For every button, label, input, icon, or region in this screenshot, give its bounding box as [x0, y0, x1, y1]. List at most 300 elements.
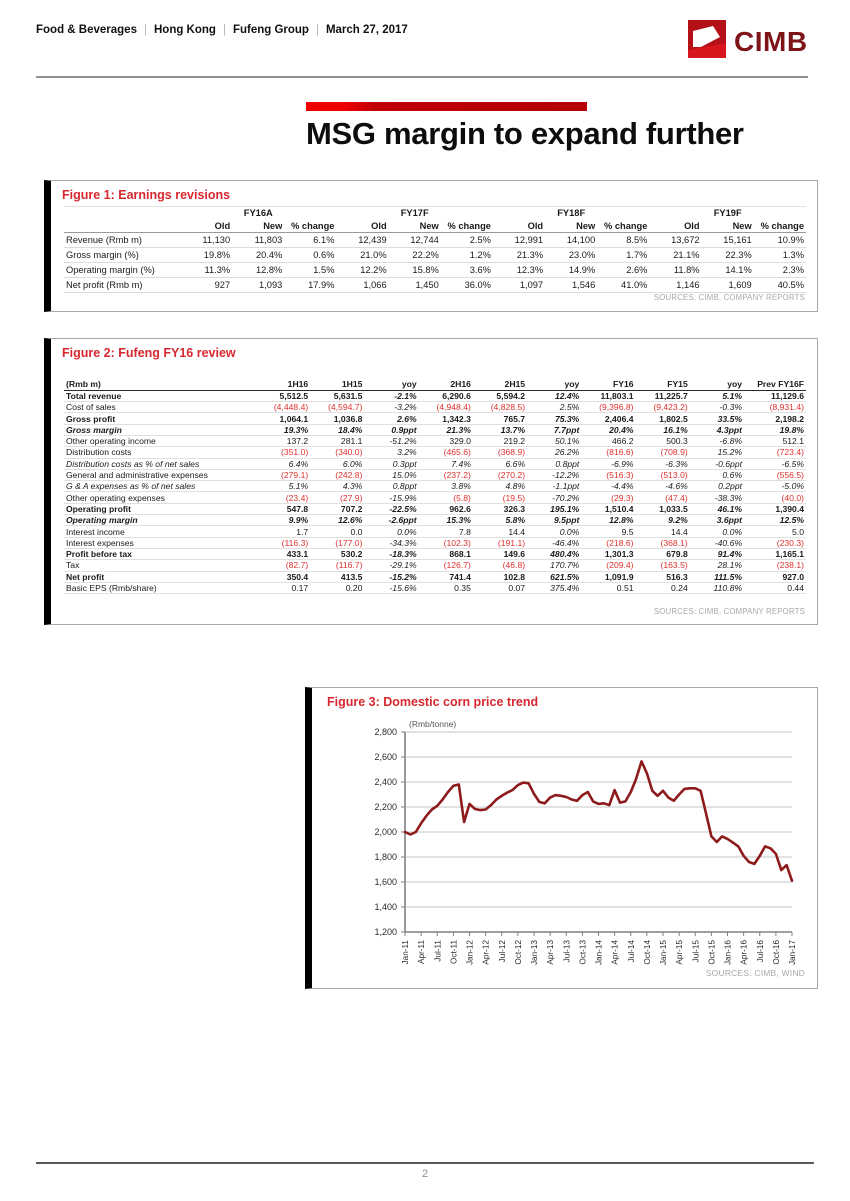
fig1-group-header: FY19F	[649, 207, 806, 220]
fig2-cell: 927.0	[744, 571, 806, 582]
fig2-cell: 0.0%	[364, 526, 418, 537]
fig2-cell: 11,129.6	[744, 390, 806, 401]
fig2-cell: (163.5)	[636, 560, 690, 571]
fig2-cell: 0.24	[636, 582, 690, 593]
fig1-row-label: Operating margin (%)	[64, 263, 180, 278]
fig2-cell: 1,390.4	[744, 503, 806, 514]
fig2-row-label: Operating margin	[64, 515, 256, 526]
fig2-cell: (368.9)	[473, 447, 527, 458]
fig2-cell: 6,290.6	[419, 390, 473, 401]
figure3-caption: Figure 3: Domestic corn price trend	[327, 695, 539, 709]
chart-y-tick-label: 2,400	[374, 777, 397, 787]
fig2-cell: 149.6	[473, 548, 527, 559]
fig2-cell: 1,342.3	[419, 413, 473, 424]
fig1-cell: 21.3%	[493, 248, 545, 263]
chart-x-tick-label: Jan-13	[530, 940, 539, 966]
fig2-cell: 0.20	[310, 582, 364, 593]
fig2-table-row	[64, 424, 806, 435]
chart-x-tick-label: Apr-14	[610, 940, 620, 965]
fig2-cell: 1.7	[256, 526, 310, 537]
fig1-col-header: Old	[336, 220, 388, 233]
fig1-cell: 1,546	[545, 278, 597, 293]
fig1-cell: 1.5%	[284, 263, 336, 278]
fig1-col-header: Old	[649, 220, 701, 233]
header-date: March 27, 2017	[325, 24, 408, 36]
fig2-row-label: Distribution costs as % of net sales	[64, 458, 256, 469]
fig2-cell: 480.4%	[527, 548, 581, 559]
fig2-cell: (238.1)	[744, 560, 806, 571]
fig1-table-row	[64, 248, 806, 263]
fig2-row-label: Operating profit	[64, 503, 256, 514]
fig2-cell: -6.3%	[636, 458, 690, 469]
fig1-cell: 23.0%	[545, 248, 597, 263]
fig2-row-label: Interest expenses	[64, 537, 256, 548]
fig2-cell: 46.1%	[690, 503, 744, 514]
fig2-cell: 15.2%	[690, 447, 744, 458]
fig2-cell: -4.4%	[581, 481, 635, 492]
fig2-cell: (191.1)	[473, 537, 527, 548]
fig1-group-header: FY17F	[336, 207, 492, 220]
fig2-cell: 0.17	[256, 582, 310, 593]
fig1-cell: 11.3%	[180, 263, 232, 278]
fig2-table-row	[64, 503, 806, 514]
fig2-cell: (556.5)	[744, 469, 806, 480]
fig2-cell: 413.5	[310, 571, 364, 582]
fig2-cell: 14.4	[473, 526, 527, 537]
fig2-cell: (29.3)	[581, 492, 635, 503]
chart-x-tick-label: Jul-13	[562, 940, 572, 963]
chart-x-tick-label: Jul-14	[626, 940, 636, 963]
fig1-cell: 0.6%	[284, 248, 336, 263]
fig2-cell: 4.3%	[310, 481, 364, 492]
fig2-cell: -0.3%	[690, 402, 744, 413]
fig2-cell: -2.6ppt	[364, 515, 418, 526]
fig1-cell: 1,450	[389, 278, 441, 293]
fig1-col-header: Old	[493, 220, 545, 233]
fig1-row-label: Revenue (Rmb m)	[64, 233, 180, 248]
fig2-cell: 1,802.5	[636, 413, 690, 424]
fig2-cell: 195.1%	[527, 503, 581, 514]
fig2-cell: (368.1)	[636, 537, 690, 548]
fig1-cell: 1,066	[336, 278, 388, 293]
fig1-cell: 15,161	[702, 233, 754, 248]
fig2-cell: 16.1%	[636, 424, 690, 435]
fig2-cell: 1,165.1	[744, 548, 806, 559]
chart-x-tick-label: Jan-15	[659, 940, 668, 966]
corn-price-series-line	[405, 761, 792, 880]
fig2-cell: -29.1%	[364, 560, 418, 571]
fig2-col-header: FY15	[636, 379, 690, 390]
fig2-cell: 19.3%	[256, 424, 310, 435]
fig1-cell: 14.9%	[545, 263, 597, 278]
fig2-cell: (8,931.4)	[744, 402, 806, 413]
chart-x-tick-label: Apr-13	[546, 940, 556, 965]
chart-x-tick-label: Oct-16	[771, 940, 781, 965]
fig1-group-header: FY16A	[180, 207, 336, 220]
fig2-cell: -5.0%	[744, 481, 806, 492]
fig2-cell: 5.1%	[690, 390, 744, 401]
header-company: Fufeng Group	[232, 24, 309, 36]
fig1-group-header: FY18F	[493, 207, 649, 220]
fig2-col-header: 1H16	[256, 379, 310, 390]
fig2-cell: 0.0%	[527, 526, 581, 537]
fig2-cell: (351.0)	[256, 447, 310, 458]
fig2-cell: -2.1%	[364, 390, 418, 401]
chart-x-tick-label: Jan-16	[723, 940, 733, 966]
fig2-cell: -51.2%	[364, 435, 418, 446]
fig2-cell: 111.5%	[690, 571, 744, 582]
fig2-cell: 0.8ppt	[527, 458, 581, 469]
fig1-cell: 12.3%	[493, 263, 545, 278]
fig1-cell: 12,991	[493, 233, 545, 248]
fig2-cell: (177.0)	[310, 537, 364, 548]
fig2-row-label: General and administrative expenses	[64, 469, 256, 480]
chart-y-tick-label: 1,600	[374, 877, 397, 887]
fig2-col-header: Prev FY16F	[744, 379, 806, 390]
fig2-cell: 3.6ppt	[690, 515, 744, 526]
fig2-cell: -70.2%	[527, 492, 581, 503]
fig2-cell: (47.4)	[636, 492, 690, 503]
fig2-cell: (23.4)	[256, 492, 310, 503]
fig2-cell: 466.2	[581, 435, 635, 446]
fig2-cell: 1,091.9	[581, 571, 635, 582]
fig2-cell: 547.8	[256, 503, 310, 514]
fig1-table-row	[64, 233, 806, 248]
fig2-cell: -6.5%	[744, 458, 806, 469]
fig2-table-row	[64, 492, 806, 503]
fig2-cell: (237.2)	[419, 469, 473, 480]
fig2-cell: 15.0%	[364, 469, 418, 480]
chart-x-tick-label: Oct-12	[513, 940, 523, 965]
fig2-cell: (9,396.8)	[581, 402, 635, 413]
title-accent-bar	[306, 102, 587, 111]
fig2-row-label: Gross margin	[64, 424, 256, 435]
page-title: MSG margin to expand further	[306, 116, 744, 151]
fig2-row-label: Cost of sales	[64, 402, 256, 413]
chart-x-tick-label: Jan-17	[788, 940, 797, 966]
fig1-cell: 1,609	[702, 278, 754, 293]
fig1-col-header: % change	[597, 220, 649, 233]
fig2-cell: 329.0	[419, 435, 473, 446]
fig2-cell: (116.7)	[310, 560, 364, 571]
fig2-row-label: G & A expenses as % of net sales	[64, 481, 256, 492]
fig1-row-label: Gross margin (%)	[64, 248, 180, 263]
fig2-cell: -15.6%	[364, 582, 418, 593]
fig2-cell: 433.1	[256, 548, 310, 559]
chart-y-tick-label: 2,600	[374, 752, 397, 762]
chart-x-tick-label: Apr-16	[739, 940, 749, 965]
fig2-cell: 219.2	[473, 435, 527, 446]
fig2-cell: 0.0	[310, 526, 364, 537]
chart-x-tick-label: Jul-12	[497, 940, 507, 963]
fig2-cell: 7.4%	[419, 458, 473, 469]
fig2-cell: 20.4%	[581, 424, 635, 435]
chart-y-tick-label: 1,800	[374, 852, 397, 862]
fig1-cell: 1.7%	[597, 248, 649, 263]
fig2-cell: 5,594.2	[473, 390, 527, 401]
chart-y-tick-label: 1,400	[374, 902, 397, 912]
fig2-cell: (242.8)	[310, 469, 364, 480]
fig2-cell: 7.8	[419, 526, 473, 537]
fig2-cell: 28.1%	[690, 560, 744, 571]
fig2-cell: 12.6%	[310, 515, 364, 526]
fig2-cell: (230.3)	[744, 537, 806, 548]
fig2-cell: 0.07	[473, 582, 527, 593]
fig2-cell: -15.2%	[364, 571, 418, 582]
fig2-cell: (279.1)	[256, 469, 310, 480]
fig2-cell: 11,803.1	[581, 390, 635, 401]
fig1-cell: 36.0%	[441, 278, 493, 293]
fig2-cell: (218.6)	[581, 537, 635, 548]
fig2-table-row	[64, 458, 806, 469]
fig1-cell: 21.1%	[649, 248, 701, 263]
fig2-cell: 3.2%	[364, 447, 418, 458]
fig2-cell: 0.2ppt	[690, 481, 744, 492]
fig2-col-header: 1H15	[310, 379, 364, 390]
fig2-table-row	[64, 526, 806, 537]
chart-x-tick-label: Jan-12	[465, 940, 475, 966]
fig2-cell: 621.5%	[527, 571, 581, 582]
fig2-cell: (4,948.4)	[419, 402, 473, 413]
fig2-cell: 9.5	[581, 526, 635, 537]
fig2-cell: 512.1	[744, 435, 806, 446]
fig1-cell: 1,146	[649, 278, 701, 293]
chart-x-tick-label: Jan-11	[401, 940, 410, 965]
fig2-cell: 7.7ppt	[527, 424, 581, 435]
fig2-cell: 765.7	[473, 413, 527, 424]
fig2-table-row	[64, 413, 806, 424]
fig2-cell: (209.4)	[581, 560, 635, 571]
page-number: 2	[421, 1168, 429, 1180]
fig2-cell: 1,510.4	[581, 503, 635, 514]
fig2-cell: 962.6	[419, 503, 473, 514]
fig2-cell: 6.6%	[473, 458, 527, 469]
fig2-table-row	[64, 469, 806, 480]
fig2-cell: (5.8)	[419, 492, 473, 503]
fig1-cell: 12.2%	[336, 263, 388, 278]
fig2-cell: 3.8%	[419, 481, 473, 492]
fig1-cell: 21.0%	[336, 248, 388, 263]
figure2-fy16-review	[44, 338, 818, 625]
fig1-cell: 3.6%	[441, 263, 493, 278]
fig1-cell: 12.8%	[232, 263, 284, 278]
fig1-cell: 10.9%	[754, 233, 806, 248]
fig2-cell: 375.4%	[527, 582, 581, 593]
fig2-cell: (82.7)	[256, 560, 310, 571]
fig2-cell: 5.0	[744, 526, 806, 537]
fig2-col-header: FY16	[581, 379, 635, 390]
fig2-cell: -15.9%	[364, 492, 418, 503]
fig2-cell: 26.2%	[527, 447, 581, 458]
fig2-cell: 679.8	[636, 548, 690, 559]
figure1-earnings-revisions	[44, 180, 818, 312]
fig2-cell: 350.4	[256, 571, 310, 582]
fig2-cell: -4.6%	[636, 481, 690, 492]
chart-x-tick-label: Apr-11	[417, 940, 427, 964]
fig1-cell: 1.3%	[754, 248, 806, 263]
fig1-cell: 12,744	[389, 233, 441, 248]
fig1-cell: 20.4%	[232, 248, 284, 263]
fig2-cell: -40.6%	[690, 537, 744, 548]
fig2-table-row	[64, 548, 806, 559]
fig2-cell: -6.9%	[581, 458, 635, 469]
figure1-source: SOURCES: CIMB, COMPANY REPORTS	[653, 293, 805, 302]
fig1-cell: 2.5%	[441, 233, 493, 248]
fig2-cell: 1,064.1	[256, 413, 310, 424]
fig2-cell: 6.0%	[310, 458, 364, 469]
fig2-cell: 12.5%	[744, 515, 806, 526]
fig2-cell: 9.9%	[256, 515, 310, 526]
fig2-cell: 5.8%	[473, 515, 527, 526]
fig1-cell: 1,093	[232, 278, 284, 293]
fig2-cell: -22.5%	[364, 503, 418, 514]
fig2-cell: (9,423.2)	[636, 402, 690, 413]
fig2-row-label: Basic EPS (Rmb/share)	[64, 582, 256, 593]
fig2-cell: 2,406.4	[581, 413, 635, 424]
fig2-cell: 868.1	[419, 548, 473, 559]
fig1-cell: 22.2%	[389, 248, 441, 263]
fig1-cell: 14,100	[545, 233, 597, 248]
footer-divider	[36, 1162, 814, 1164]
fig2-cell: 2.6%	[364, 413, 418, 424]
fig2-cell: 5,631.5	[310, 390, 364, 401]
fig2-cell: 0.6%	[690, 469, 744, 480]
fig2-cell: -38.3%	[690, 492, 744, 503]
header-separator: |	[143, 24, 147, 36]
fig1-cell: 15.8%	[389, 263, 441, 278]
fig2-cell: (27.9)	[310, 492, 364, 503]
fig2-cell: (102.3)	[419, 537, 473, 548]
chart-x-tick-label: Apr-12	[481, 940, 491, 965]
fig2-cell: 91.4%	[690, 548, 744, 559]
chart-x-tick-label: Jul-11	[433, 940, 443, 962]
chart-x-tick-label: Jul-15	[691, 940, 701, 963]
fig2-cell: 516.3	[636, 571, 690, 582]
fig2-cell: 0.9ppt	[364, 424, 418, 435]
fig2-cell: (4,448.4)	[256, 402, 310, 413]
fig2-cell: 13.7%	[473, 424, 527, 435]
fig1-cell: 14.1%	[702, 263, 754, 278]
fig1-cell: 1,097	[493, 278, 545, 293]
chart-y-tick-label: 1,200	[374, 927, 397, 937]
chart-x-tick-label: Jan-14	[594, 940, 604, 966]
header-separator: |	[315, 24, 319, 36]
fig1-cell: 17.9%	[284, 278, 336, 293]
fig1-cell: 1.2%	[441, 248, 493, 263]
header-category: Food & Beverages	[36, 24, 137, 36]
fig1-col-header: New	[389, 220, 441, 233]
header-divider	[36, 76, 808, 78]
fig1-cell: 41.0%	[597, 278, 649, 293]
fig2-table-row	[64, 390, 806, 401]
chart-y-tick-label: 2,000	[374, 827, 397, 837]
fig2-col-header: 2H15	[473, 379, 527, 390]
fig2-cell: 11,225.7	[636, 390, 690, 401]
fig2-cell: 102.8	[473, 571, 527, 582]
fig2-table-row	[64, 582, 806, 593]
fig2-cell: 9.2%	[636, 515, 690, 526]
chart-x-tick-label: Apr-15	[675, 940, 685, 965]
fig2-cell: (19.5)	[473, 492, 527, 503]
fig2-cell: 50.1%	[527, 435, 581, 446]
fig2-cell: 0.35	[419, 582, 473, 593]
fig2-cell: (116.3)	[256, 537, 310, 548]
cimb-logo-text: CIMB	[734, 26, 808, 57]
fig1-cell: 22.3%	[702, 248, 754, 263]
fig2-col-header: 2H16	[419, 379, 473, 390]
fig2-cell: 12.4%	[527, 390, 581, 401]
chart-x-tick-label: Oct-13	[578, 940, 588, 965]
fig1-cell: 40.5%	[754, 278, 806, 293]
fy16-review-table	[64, 379, 806, 594]
fig2-col-header: yoy	[527, 379, 581, 390]
fig2-cell: 6.4%	[256, 458, 310, 469]
fig2-table-row	[64, 515, 806, 526]
fig2-col-header: yoy	[364, 379, 418, 390]
figure2-caption: Figure 2: Fufeng FY16 review	[62, 346, 236, 360]
fig1-cell: 13,672	[649, 233, 701, 248]
fig2-cell: 0.3ppt	[364, 458, 418, 469]
fig2-cell: (4,828.5)	[473, 402, 527, 413]
figure3-corn-price-chart	[305, 687, 818, 989]
fig2-cell: 326.3	[473, 503, 527, 514]
fig2-row-label: Other operating income	[64, 435, 256, 446]
fig1-cell: 2.6%	[597, 263, 649, 278]
fig2-cell: 500.3	[636, 435, 690, 446]
fig2-cell: 2,198.2	[744, 413, 806, 424]
fig1-cell: 12,439	[336, 233, 388, 248]
fig2-cell: 0.51	[581, 582, 635, 593]
fig2-cell: (340.0)	[310, 447, 364, 458]
figure3-source: SOURCES: CIMB, WIND	[705, 968, 805, 978]
chart-y-tick-label: 2,200	[374, 802, 397, 812]
fig2-cell: (46.8)	[473, 560, 527, 571]
fig2-cell: (723.4)	[744, 447, 806, 458]
fig2-cell: -46.4%	[527, 537, 581, 548]
fig2-table-row	[64, 447, 806, 458]
fig2-cell: 530.2	[310, 548, 364, 559]
fig2-row-label: Distribution costs	[64, 447, 256, 458]
fig2-cell: 19.8%	[744, 424, 806, 435]
fig2-cell: 281.1	[310, 435, 364, 446]
fig2-cell: 0.44	[744, 582, 806, 593]
fig1-col-header: % change	[441, 220, 493, 233]
corn-price-line-chart	[312, 688, 825, 990]
fig2-cell: 1,036.8	[310, 413, 364, 424]
fig2-cell: 4.3ppt	[690, 424, 744, 435]
fig2-row-label: Tax	[64, 560, 256, 571]
fig2-cell: -12.2%	[527, 469, 581, 480]
fig1-cell: 11.8%	[649, 263, 701, 278]
fig2-cell: -3.2%	[364, 402, 418, 413]
chart-x-tick-label: Oct-11	[449, 940, 459, 964]
chart-x-tick-label: Jul-16	[755, 940, 765, 963]
fig2-cell: 9.5ppt	[527, 515, 581, 526]
fig2-row-label: Profit before tax	[64, 548, 256, 559]
fig1-row-label: Net profit (Rmb m)	[64, 278, 180, 293]
fig2-cell: (40.0)	[744, 492, 806, 503]
fig1-table-row	[64, 263, 806, 278]
fig2-cell: -18.3%	[364, 548, 418, 559]
fig1-col-header: New	[545, 220, 597, 233]
earnings-revisions-table	[64, 206, 806, 293]
cimb-logo	[688, 20, 816, 65]
fig2-table-row	[64, 571, 806, 582]
fig1-cell: 6.1%	[284, 233, 336, 248]
fig2-cell: (4,594.7)	[310, 402, 364, 413]
fig2-cell: -1.1ppt	[527, 481, 581, 492]
fig2-cell: 21.3%	[419, 424, 473, 435]
